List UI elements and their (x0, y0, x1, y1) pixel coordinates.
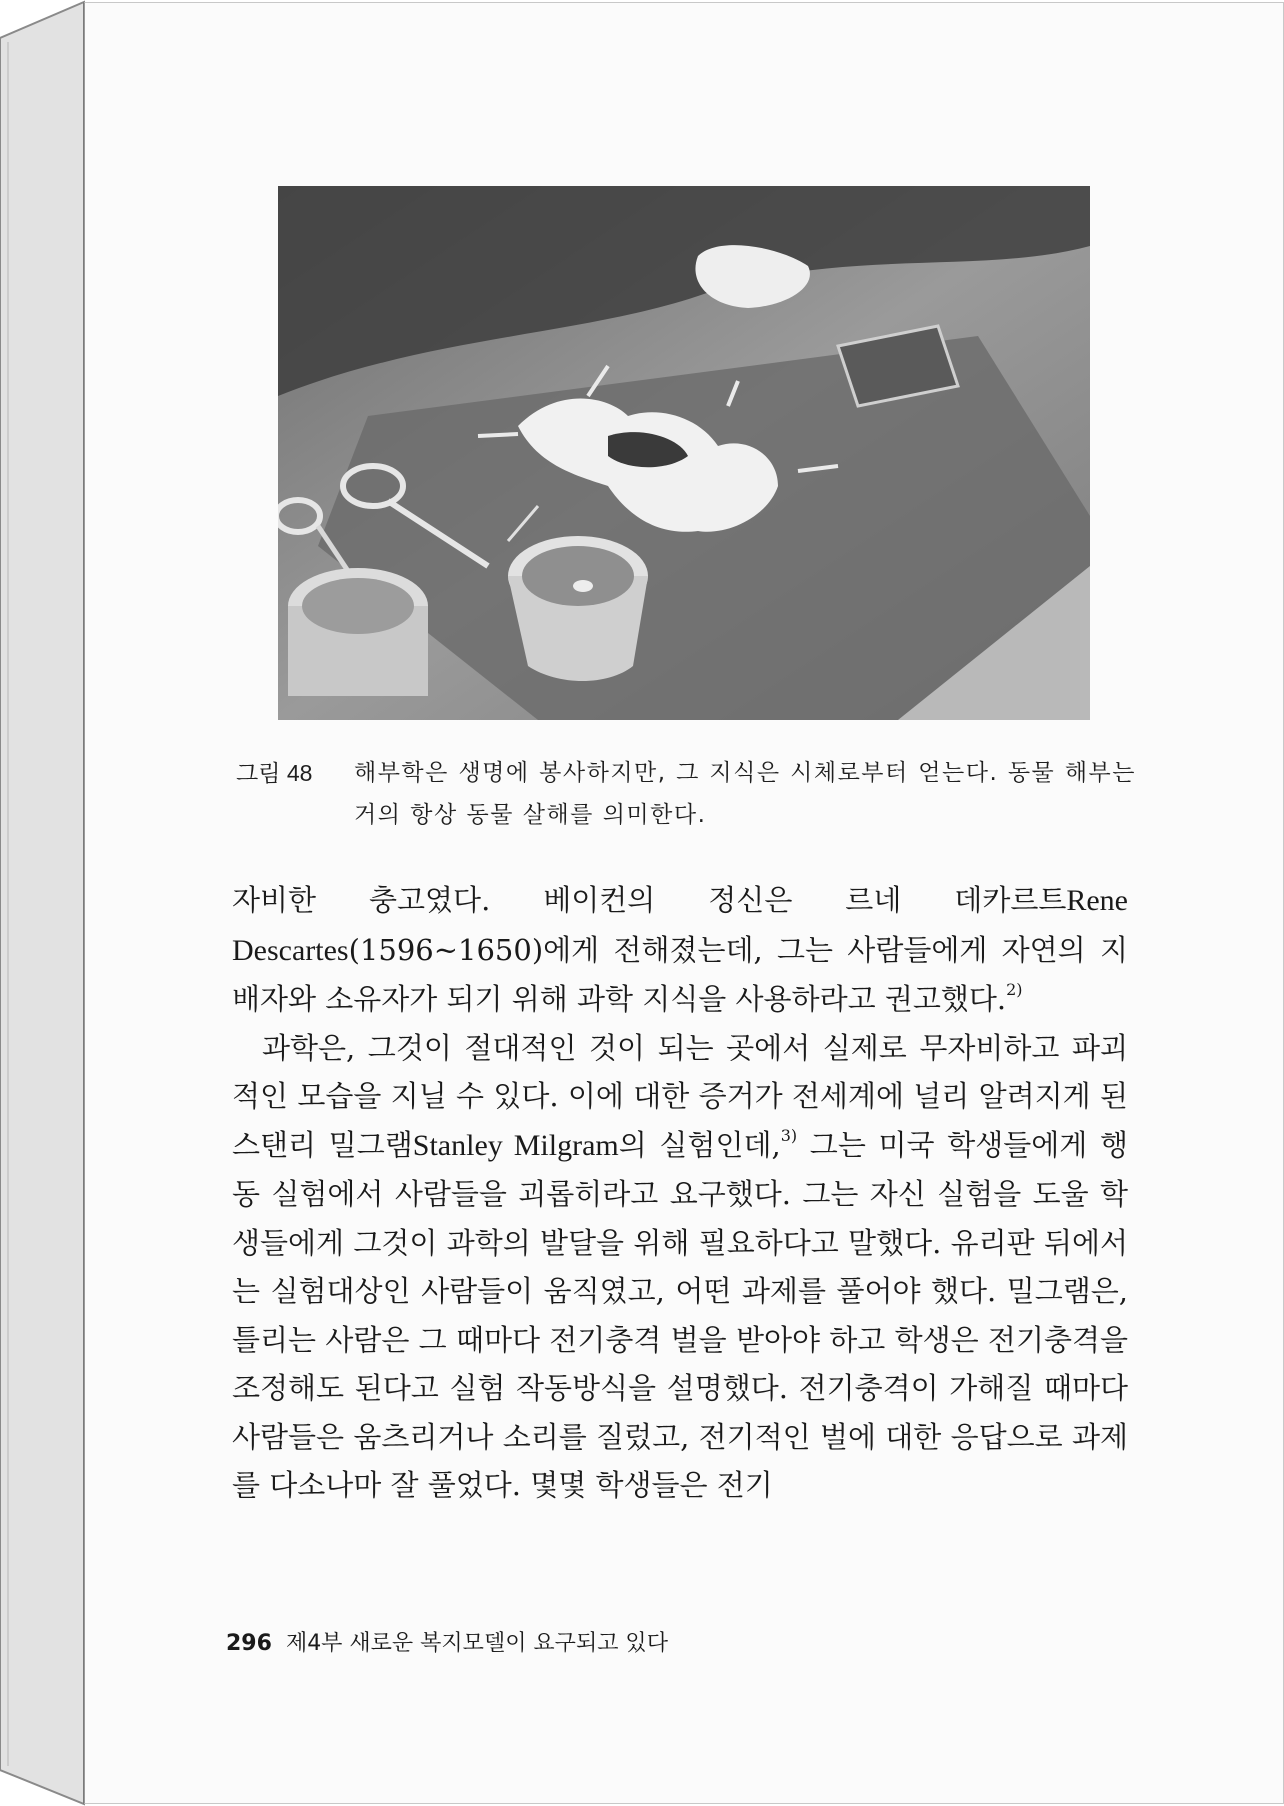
footnote-ref-3: 3) (780, 1125, 798, 1145)
p2-text-a: 과학은, 그것이 절대적인 것이 되는 곳에서 실제로 무자비하고 파괴적인 모습을 지닐 수 있다. 이에 대한 증거가 전세계에 널리 알려지게 된 스탠리 밀그램 (232, 1030, 1128, 1162)
paragraph-1 (232, 876, 1128, 1024)
running-head: 제4부 새로운 복지모델이 요구되고 있다 (285, 1631, 668, 1656)
paragraph-2 (232, 1024, 1128, 1510)
dissection-photo (278, 186, 1090, 720)
p1-latin-name: Rene Descartes (232, 884, 1128, 967)
figure-caption (236, 752, 1136, 836)
figure-label: 그림 48 (236, 760, 313, 786)
p2-text-b: 의 실험인데, (618, 1127, 781, 1162)
p2-text-c: 그는 미국 학생들에게 행동 실험에서 사람들을 괴롭히라고 요구했다. 그는 자신 실험을 도울 학생들에게 그것이 과학의 발달을 위해 필요하다고 말했다. 유리판 뒤에서는 실험대상인 사람들이 움직였고, 어떤 과제를 풀어야 했다. 밀그램은, 틀리는 사람은 그 때마다 전기충격 벌을 받아야 하고 학생은 전기충격을 조정해도 된다고 실험 작동방식을 설명했다. 전기충격이 가해질 때마다 사람들은 움츠리거나 소리를 질렀고, 전기적인 벌에 대한 응답으로 과제를 다소나마 잘 풀었다. 몇몇 학생들은 전기 (232, 1127, 1128, 1502)
dissection-photo-icon (278, 186, 1090, 720)
body-text (232, 876, 1128, 1510)
p1-text-a: 자비한 충고였다. 베이컨의 정신은 르네 데카르트 (232, 883, 1067, 917)
figure-caption-text: 해부학은 생명에 봉사하지만, 그 지식은 시체로부터 얻는다. 동물 해부는 거의 항상 동물 살해를 의미한다. (354, 760, 1136, 828)
p1-text-b: (1596~1650)에게 전해졌는데, 그는 사람들에게 자연의 지배자와 소유자가 되기 위해 과학 지식을 사용하라고 권고했다. (232, 932, 1128, 1016)
page-number: 296 (226, 1631, 272, 1656)
page-footer (226, 1626, 1126, 1657)
footnote-ref-2: 2) (1006, 980, 1023, 999)
p2-latin-name: Stanley Milgram (412, 1128, 619, 1162)
